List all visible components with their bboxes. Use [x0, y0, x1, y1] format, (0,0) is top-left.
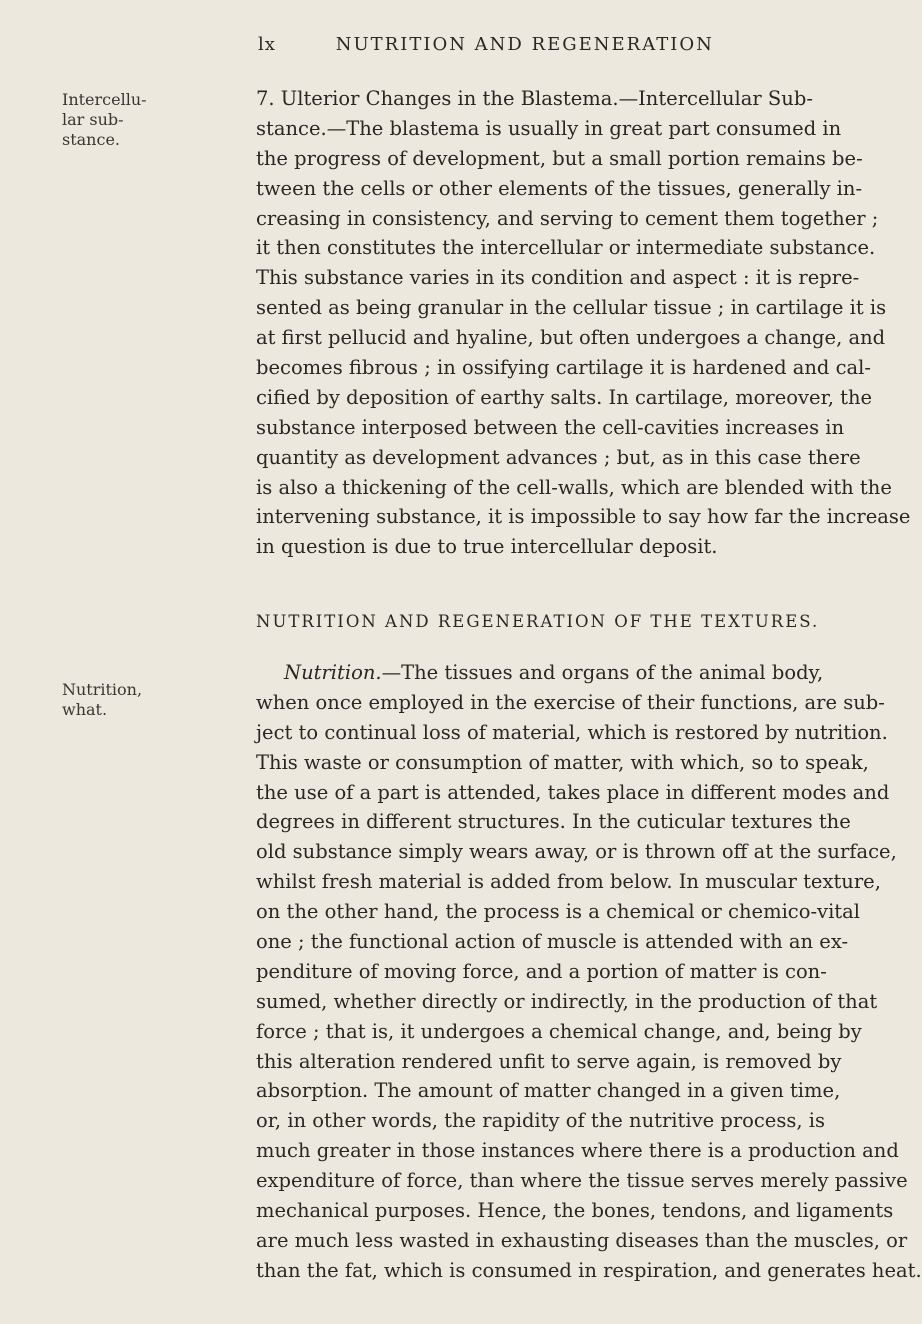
text-line: much greater in those instances where there is a production and — [256, 1139, 899, 1163]
text-line: mechanical purposes. Hence, the bones, tendons, and ligaments — [256, 1199, 894, 1223]
italic-lead: Nutrition. — [284, 661, 382, 684]
text-line: it then constitutes the intercellular or intermediate substance. — [256, 236, 876, 260]
text-line: old substance simply wears away, or is thrown off at the surface, — [256, 840, 897, 864]
text-line: are much less wasted in exhausting diseases than the muscles, or — [256, 1228, 908, 1252]
text-line: creasing in consistency, and serving to cement them together ; — [256, 206, 879, 230]
text-line: This waste or consumption of matter, with which, so to speak, — [256, 750, 869, 774]
margin-note-nutrition — [62, 680, 172, 720]
margin-note-line: Intercellu- — [62, 90, 147, 109]
text-line: absorption. The amount of matter changed in a given time, — [256, 1079, 841, 1103]
text-line: becomes fibrous ; in ossifying cartilage it is hardened and cal- — [256, 356, 871, 380]
margin-note-line: Nutrition, — [62, 680, 143, 699]
running-head — [258, 34, 778, 55]
margin-note-intercellular — [62, 90, 172, 150]
text-line: the progress of development, but a small portion remains be- — [256, 146, 863, 170]
text-line: this alteration rendered unfit to serve again, is removed by — [256, 1049, 842, 1073]
text-line: force ; that is, it undergoes a chemical change, and, being by — [256, 1019, 862, 1043]
running-title: NUTRITION AND REGENERATION — [335, 34, 714, 55]
text-line: quantity as development advances ; but, as in this case there — [256, 445, 861, 469]
section-heading: NUTRITION AND REGENERATION OF THE TEXTURES. — [256, 612, 820, 631]
margin-note-line: stance. — [62, 130, 120, 149]
text-line: the use of a part is attended, takes place in different modes and — [256, 780, 890, 804]
text-line: This substance varies in its condition and aspect : it is repre- — [256, 266, 860, 290]
text-line: tween the cells or other elements of the tissues, generally in- — [256, 176, 863, 200]
margin-note-line: lar sub- — [62, 110, 124, 129]
text-line: 7. Ulterior Changes in the Blastema.—Intercellular Sub- — [256, 87, 813, 110]
text-line: stance.—The blastema is usually in great part consumed in — [256, 116, 842, 140]
text-line: one ; the functional action of muscle is attended with an ex- — [256, 930, 849, 954]
text-line: substance interposed between the cell-cavities increases in — [256, 415, 845, 439]
text-line: sumed, whether directly or indirectly, in the production of that — [256, 989, 878, 1013]
text-line: degrees in different structures. In the cuticular textures the — [256, 810, 851, 834]
text-line: on the other hand, the process is a chemical or chemico-vital — [256, 900, 861, 924]
text-line: or, in other words, the rapidity of the nutritive process, is — [256, 1109, 826, 1133]
margin-note-line: what. — [62, 700, 108, 719]
lead-rest: —The tissues and organs of the animal body, — [381, 661, 824, 684]
page-number: lx — [258, 34, 276, 55]
text-line: at first pellucid and hyaline, but often undergoes a change, and — [256, 326, 886, 350]
text-line: sented as being granular in the cellular tissue ; in cartilage it is — [256, 296, 887, 320]
text-line: than the fat, which is consumed in respiration, and generates heat. — [256, 1258, 922, 1282]
paragraph-intercellular-substance — [256, 84, 911, 562]
paragraph-nutrition — [256, 658, 922, 1286]
text-line: cified by deposition of earthy salts. In cartilage, moreover, the — [256, 385, 873, 409]
text-line: whilst fresh material is added from below. In muscular texture, — [256, 870, 881, 894]
text-line: in question is due to true intercellular deposit. — [256, 535, 718, 559]
text-line: when once employed in the exercise of their functions, are sub- — [256, 690, 885, 714]
text-line: is also a thickening of the cell-walls, which are blended with the — [256, 475, 892, 499]
text-line: penditure of moving force, and a portion of matter is con- — [256, 959, 827, 983]
text-line: expenditure of force, than where the tissue serves merely passive — [256, 1169, 908, 1193]
text-line: intervening substance, it is impossible to say how far the increase — [256, 505, 911, 529]
text-line: ject to continual loss of material, which is restored by nutrition. — [256, 720, 888, 744]
text-line-lead — [256, 658, 824, 688]
